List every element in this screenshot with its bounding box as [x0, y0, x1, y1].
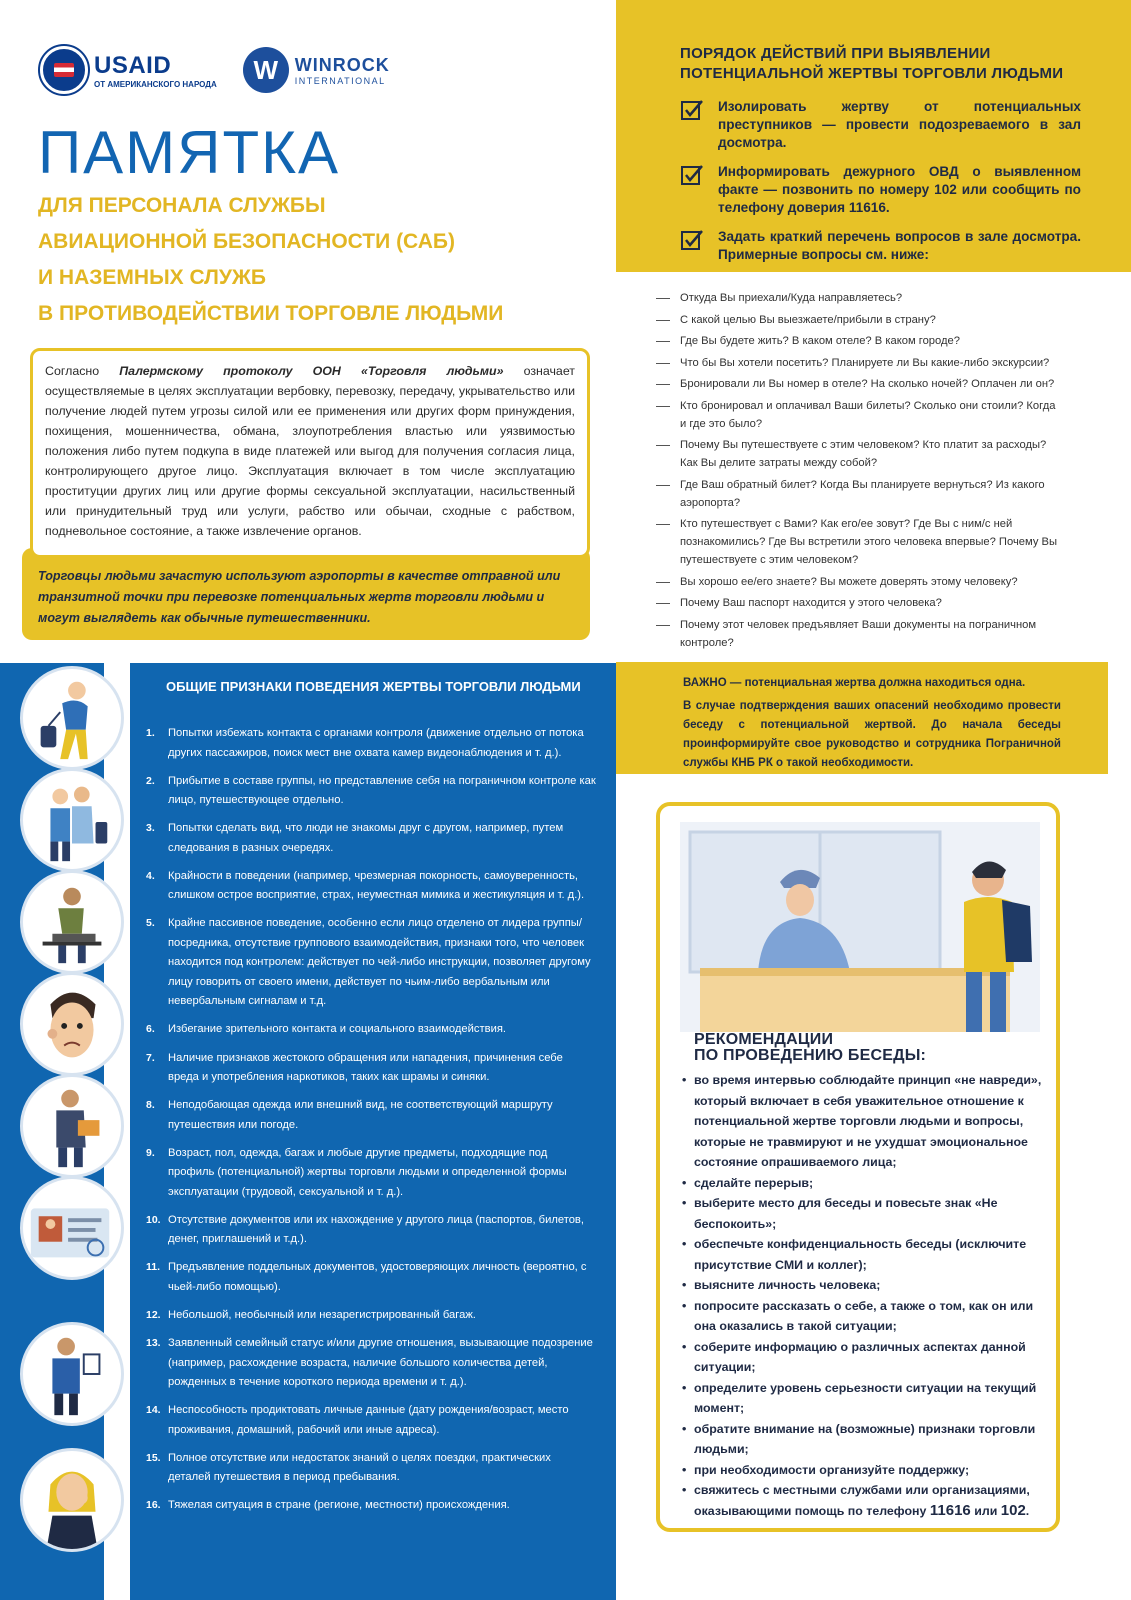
- sign-item: [146, 1334, 596, 1393]
- procedure-step: [680, 98, 1081, 152]
- procedure-box: [616, 0, 1131, 272]
- signs-title: ОБЩИЕ ПРИЗНАКИ ПОВЕДЕНИЯ ЖЕРТВЫ ТОРГОВЛИ ЛЮДЬМИ: [166, 679, 581, 694]
- sign-text: Небольшой, необычный или незарегистрированный багаж.: [168, 1309, 476, 1322]
- question-item: С какой целью Вы выезжаете/прибыли в страну?: [652, 311, 1064, 329]
- sign-text: Неспособность продиктовать личные данные (дату рождения/возраст, место проживания, домашний, рабочий или иные адреса).: [168, 1404, 569, 1436]
- sign-text: Попытки сделать вид, что люди не знакомы друг с другом, например, путем следования в разных очередях.: [168, 822, 564, 854]
- sign-number: 10.: [146, 1213, 161, 1226]
- question-item: Вы хорошо ее/его знаете? Вы можете доверять этому человеку?: [652, 573, 1064, 591]
- recommendation-item: • определите уровень серьезности ситуации на текущий момент;: [682, 1378, 1050, 1419]
- question-item: Где Вы будете жить? В каком отеле? В каком городе?: [652, 332, 1064, 350]
- question-item: Кто бронировал и оплачивал Ваши билеты? Сколько они стоили? Когда и где это было?: [652, 397, 1064, 433]
- sign-number: 4.: [146, 869, 155, 882]
- usaid-subtitle: ОТ АМЕРИКАНСКОГО НАРОДА: [94, 79, 217, 89]
- logo-bar: [40, 40, 600, 100]
- recommendation-item: • сделайте перерыв;: [682, 1173, 1050, 1194]
- sign-number: 7.: [146, 1051, 155, 1064]
- sign-item: [146, 914, 596, 1012]
- procedure-step: [680, 163, 1081, 217]
- question-item: Где Ваш обратный билет? Когда Вы планируете вернуться? Из какого аэропорта?: [652, 476, 1064, 512]
- checkbox-check-icon: [680, 228, 704, 252]
- sign-number: 5.: [146, 917, 155, 930]
- sign-item: [146, 1211, 596, 1250]
- procedure-step-text: Задать краткий перечень вопросов в зале досмотра. Примерные вопросы см. ниже:: [718, 229, 1081, 262]
- subtitle-line: И НАЗЕМНЫХ СЛУЖБ: [38, 266, 266, 289]
- recommendation-text: свяжитесь с местными службами или организациями, оказывающими помощь по телефону: [694, 1483, 1030, 1518]
- question-item: Откуда Вы приехали/Куда направляетесь?: [652, 289, 1064, 307]
- worried-face-icon: [20, 972, 124, 1076]
- police-number: 102: [1000, 1501, 1026, 1519]
- page-subtitle: [38, 188, 598, 332]
- sign-number: 1.: [146, 727, 155, 739]
- sign-text: Крайне пассивное поведение, особенно если лицо отделено от лидера группы/посредника, отсутствие группового взаимодействия, признаки того, что человек находится под контролем: действует по чей-либо инструкции, позволяет другому лицу говорить от своего имени, действует по чьим-либо вербальным или невербальным сигналам и т.д.: [168, 917, 591, 1008]
- sign-number: 8.: [146, 1099, 155, 1112]
- definition-body: означает осуществляемые в целях эксплуатации вербовку, перевозку, передачу, укрывательство или получение людей путем угрозы силой или ее применения или других форм принуждения, похищения, мошенничества, обмана, злоупотребления властью или уязвимостью положения либо путем подкупа в виде платежей или выгод для получения согласия лица, контролирующего другое лицо. Эксплуатация включает в том числе эксплуатацию проституции других лиц или другие формы сексуальной эксплуатации, насильственный или принудительный труд или услуги, рабство или обычаи, сходные с рабством, подневольное состояние, а также извлечение органов.: [45, 364, 575, 538]
- sign-number: 2.: [146, 774, 155, 787]
- procedure-title: ПОРЯДОК ДЕЙСТВИЙ ПРИ ВЫЯВЛЕНИИ ПОТЕНЦИАЛЬНОЙ ЖЕРТВЫ ТОРГОВЛИ ЛЮДЬМИ: [680, 45, 1064, 82]
- subtitle-line: АВИАЦИОННОЙ БЕЗОПАСНОСТИ (САБ): [38, 230, 455, 253]
- sign-item: [146, 867, 596, 906]
- recommendation-item: • при необходимости организуйте поддержку;: [682, 1460, 1050, 1481]
- recommendation-item: • обеспечьте конфиденциальность беседы (исключите присутствие СМИ и коллег);: [682, 1234, 1050, 1275]
- recommendations-card: [656, 802, 1060, 1532]
- sign-item: [146, 1449, 596, 1488]
- distressed-woman-icon: [20, 1448, 124, 1552]
- sign-text: Попытки избежать контакта с органами контроля (движение отдельно от потока других пассажиров, поиск мест вне охвата камер видеонаблюдения и т. д.).: [168, 727, 584, 759]
- sign-item: [146, 1144, 596, 1203]
- recommendation-item: • во время интервью соблюдайте принцип «не навреди», который включает в себя уважительное отношение к потенциальной жертве торговли людьми и вопросы, которые не травмируют и не ухудшат эмоциональное состояние опрашиваемого лица;: [682, 1070, 1050, 1173]
- sign-item: [146, 772, 596, 811]
- recommendations-title-line: ПО ПРОВЕДЕНИЮ БЕСЕДЫ:: [694, 1047, 927, 1064]
- sign-item: [146, 1496, 596, 1516]
- checkbox-check-icon: [680, 163, 704, 187]
- winrock-subtitle: INTERNATIONAL: [294, 75, 386, 86]
- recommendations-title-line: РЕКОМЕНДАЦИИ: [694, 1031, 834, 1048]
- sign-text: Тяжелая ситуация в стране (регионе, местности) происхождения.: [168, 1499, 510, 1512]
- sign-number: 11.: [146, 1261, 161, 1274]
- procedure-step-text: Изолировать жертву от потенциальных преступников — провести подозреваемого в зал досмотра.: [718, 99, 1081, 150]
- question-item: Почему этот человек предъявляет Ваши документы на пограничном контроле?: [652, 616, 1064, 652]
- signs-list: [146, 724, 596, 1525]
- sign-text: Избегание зрительного контакта и социального взаимодействия.: [168, 1023, 506, 1036]
- winrock-name: WINROCK: [294, 54, 390, 75]
- hotline-number: 11616: [929, 1501, 971, 1519]
- usaid-seal-icon: [40, 46, 88, 94]
- checkbox-check-icon: [680, 98, 704, 122]
- definition-box: [30, 348, 590, 558]
- sign-number: 14.: [146, 1404, 161, 1417]
- sitting-man-icon: [20, 870, 124, 974]
- passport-document-icon: [20, 1176, 124, 1280]
- sign-number: 3.: [146, 822, 155, 835]
- sign-item: [146, 1401, 596, 1440]
- sign-text: Возраст, пол, одежда, багаж и любые другие предметы, подходящие под профиль (потенциальной) жертвы торговли людьми и определенной формы эксплуатации (трудовой, сексуальной и т. д.).: [168, 1146, 567, 1198]
- sign-number: 13.: [146, 1337, 161, 1350]
- recommendation-text: .: [1025, 1503, 1030, 1518]
- sign-item: [146, 1306, 596, 1326]
- subtitle-line: ДЛЯ ПЕРСОНАЛА СЛУЖБЫ: [38, 194, 326, 217]
- sign-text: Заявленный семейный статус и/или другие отношения, вызывающие подозрение (например, расхождение возраста, наличие большого количества детей, рожденных в течение короткого периода времени и т. д.).: [168, 1337, 593, 1389]
- question-list: [652, 289, 1064, 655]
- sign-text: Прибытие в составе группы, но представление себя на пограничном контроле как лицо, путешествующее отдельно.: [168, 774, 596, 807]
- recommendation-item: • выберите место для беседы и повесьте знак «Не беспокоить»;: [682, 1193, 1050, 1234]
- definition-prefix: Согласно: [45, 364, 120, 378]
- important-headline: ВАЖНО — потенциальная жертва должна находиться одна.: [683, 677, 1026, 689]
- question-item: Почему Вы путешествуете с этим человеком? Кто платит за расходы? Как Вы делите затраты между собой?: [652, 436, 1064, 472]
- sign-number: 9.: [146, 1146, 155, 1159]
- winrock-w-icon: W: [243, 47, 289, 93]
- usaid-name: USAID: [94, 51, 172, 79]
- recommendation-item: • соберите информацию о различных аспектах данной ситуации;: [682, 1337, 1050, 1378]
- traveler-with-suitcase-icon: [20, 666, 124, 770]
- sign-text: Полное отсутствие или недостаток знаний о целях поездки, практических деталей путешествия в период пребывания.: [168, 1451, 551, 1484]
- page-title: ПАМЯТКА: [38, 119, 341, 186]
- recommendations-title: [694, 1032, 926, 1064]
- sign-item: [146, 724, 596, 763]
- sign-text: Крайности в поведении (например, чрезмерная покорность, самоуверенность, слишком острое восприятие, страх, неуместная мимика и жестикуляция и т. д.).: [168, 869, 585, 902]
- sign-text: Наличие признаков жестокого обращения или нападения, причинения себе вреда и употребления наркотиков, таких как шрамы и синяки.: [168, 1051, 563, 1084]
- warning-text: Торговцы людьми зачастую используют аэропорты в качестве отправной или транзитной точки при перевозке потенциальных жертв торговли людьми и могут выглядеть как обычные путешественники.: [38, 569, 561, 625]
- recommendations-list: [682, 1070, 1050, 1521]
- recommendation-text: или: [970, 1503, 1001, 1518]
- recommendation-item: [682, 1480, 1050, 1521]
- recommendation-item: • обратите внимание на (возможные) признаки торговли людьми;: [682, 1419, 1050, 1460]
- officer-checking-document-icon: [20, 1322, 124, 1426]
- question-item: Кто путешествует с Вами? Как его/ее зовут? Где Вы с ним/с ней познакомились? Где Вы встретили этого человека впервые? Почему Вы путешествуете с этим человеком?: [652, 515, 1064, 569]
- sign-item: [146, 819, 596, 858]
- man-with-box-icon: [20, 1074, 124, 1178]
- usaid-logo: [40, 46, 217, 94]
- question-item: Что бы Вы хотели посетить? Планируете ли Вы какие-либо экскурсии?: [652, 354, 1064, 372]
- sign-number: 16.: [146, 1499, 161, 1512]
- sign-item: [146, 1096, 596, 1135]
- question-item: Бронировали ли Вы номер в отеле? На сколько ночей? Оплачен ли он?: [652, 375, 1064, 393]
- sign-number: 12.: [146, 1309, 161, 1322]
- winrock-logo: [243, 47, 390, 93]
- sign-text: Предъявление поддельных документов, удостоверяющих личность (вероятно, с чьей-либо помощью).: [168, 1261, 587, 1293]
- sign-number: 6.: [146, 1023, 155, 1036]
- couple-travelers-icon: [20, 768, 124, 872]
- warning-box: [22, 548, 590, 640]
- subtitle-line: В ПРОТИВОДЕЙСТВИИ ТОРГОВЛЕ ЛЮДЬМИ: [38, 302, 504, 325]
- definition-emphasis: Палермскому протоколу ООН «Торговля людьми»: [119, 364, 504, 378]
- procedure-step: [680, 228, 1081, 264]
- procedure-step-text: Информировать дежурного ОВД о выявленном факте — позвонить по номеру 102 или сообщить по телефону доверия 11616.: [718, 164, 1081, 215]
- important-text: В случае подтверждения ваших опасений необходимо провести беседу с потенциальной жертвой. До начала беседы проинформируйте свое руководство и сотрудника Пограничной службы КНБ РК о такой необходимости.: [683, 700, 1061, 769]
- border-control-illustration: [680, 822, 1040, 1032]
- recommendation-item: • выясните личность человека;: [682, 1275, 1050, 1296]
- sign-item: [146, 1020, 596, 1040]
- sign-number: 15.: [146, 1451, 161, 1464]
- question-item: Почему Ваш паспорт находится у этого человека?: [652, 594, 1064, 612]
- sign-text: Отсутствие документов или их нахождение у другого лица (паспортов, билетов, денег, приглашений и т.д.).: [168, 1213, 584, 1246]
- important-box: [616, 662, 1108, 774]
- recommendation-item: • попросите рассказать о себе, а также о том, как он или она оказались в такой ситуации;: [682, 1296, 1050, 1337]
- sign-text: Неподобающая одежда или внешний вид, не соответствующий маршруту путешествия или погоде.: [168, 1099, 553, 1131]
- sign-item: [146, 1258, 596, 1297]
- sign-item: [146, 1049, 596, 1088]
